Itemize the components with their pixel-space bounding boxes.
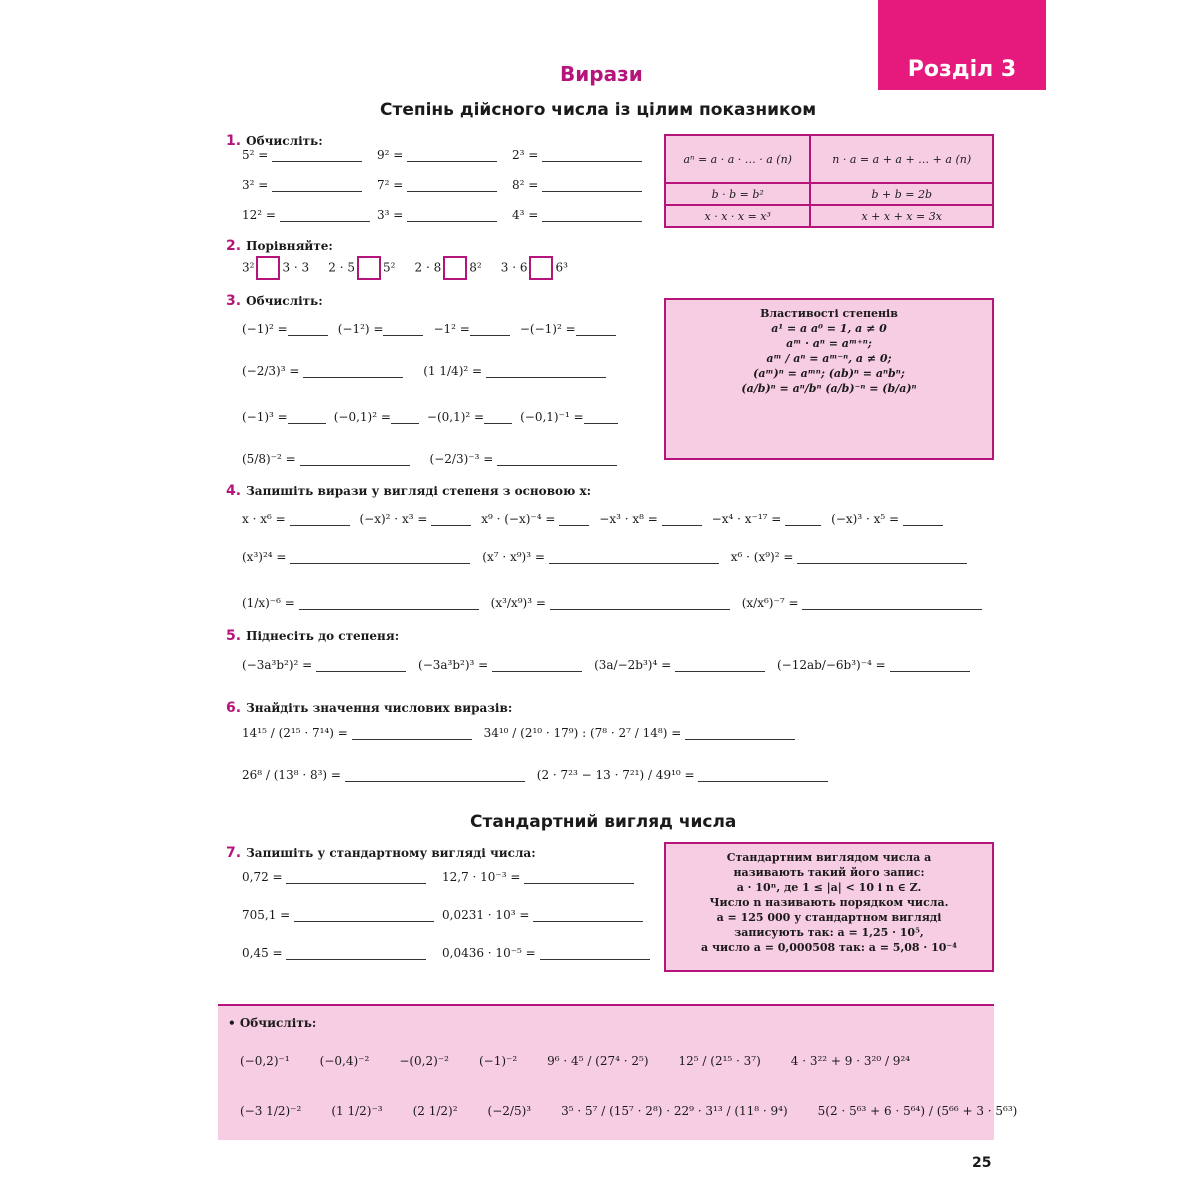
task-number: 6. [226,700,242,716]
task-3-header [226,290,323,309]
comparison-box[interactable] [443,256,467,280]
expression: 4 · 3²² + 9 · 3²⁰ / 9²⁴ [790,1054,911,1068]
bonus-exercises-block [218,1004,1018,1140]
expression: 3³ = [377,208,512,222]
expression: 5(2 · 5⁶³ + 6 · 5⁶⁴) / (5⁶⁶ + 3 · 5⁶³) [817,1104,1018,1118]
task-4-header [226,480,591,499]
expression: 0,72 = [242,870,442,884]
task-1-grid [242,148,652,222]
box-line: називають такий його запис: [733,866,925,879]
chapter-title: Вирази [560,62,643,86]
task-text: Піднесіть до степеня: [246,629,400,643]
expression: 26⁸ / (13⁸ · 8³) = [242,768,525,782]
expression: (−3 1/2)⁻² [240,1104,302,1118]
expression: (−0,1)² = [334,410,419,424]
task-text: Запишіть у стандартному вигляді числа: [246,846,536,860]
expression: 12⁵ / (2¹⁵ · 3⁷) [678,1054,761,1068]
expression: (−1²) = [338,322,424,336]
expression: 9² = [377,148,512,162]
task-number: 3. [226,293,242,309]
expression: −x³ · x⁸ = [599,512,701,526]
expression: 12² = [242,208,377,222]
expression: (2 · 7²³ − 13 · 7²¹) / 49¹⁰ = [537,768,829,782]
expression: (−2/3)³ = [242,364,403,378]
expression: 4³ = [512,208,647,222]
expression: (1/x)⁻⁶ = [242,596,479,610]
expression: −(−1)² = [520,322,616,336]
expression: 14¹⁵ / (2¹⁵ · 7¹⁴) = [242,726,472,740]
box-line: a¹ = a a⁰ = 1, a ≠ 0 [771,322,887,335]
table-cell: n · a = a + a + … + a (n) [810,135,993,183]
task-text: Порівняйте: [246,239,333,253]
expression: (2 1/2)² [412,1104,458,1118]
task-number: 7. [226,845,242,861]
definition-table [664,134,994,228]
task-text: Запишіть вирази у вигляді степеня з основою x: [246,484,592,498]
expression: 0,0231 · 10³ = [442,908,642,922]
expression: (x⁷ · x⁹)³ = [482,550,718,564]
box-line: a = 125 000 у стандартном вигляді [716,911,942,924]
page-number: 25 [972,1155,992,1171]
expression: (3a/−2b³)⁴ = [594,658,765,672]
section-tab: Розділ 3 [878,0,1046,90]
expression: 3⁵ · 5⁷ / (15⁷ · 2⁸) · 22⁹ · 3¹³ / (11⁸ · 9⁴) [561,1104,788,1118]
task-number: 4. [226,483,242,499]
expression: x⁹ · (−x)⁻⁴ = [481,512,589,526]
expression: (x/x⁶)⁻⁷ = [742,596,983,610]
task-7-header [226,842,536,861]
expression: (−1)⁻² [478,1054,518,1068]
task-text: Обчисліть: [246,134,323,148]
task-2-row: 3² 3 · 3 2 · 5 5² 2 · 8 8² 3 · 6 6³ [242,256,568,280]
box-title: Властивості степенів [760,307,898,320]
expression: (1 1/4)² = [423,364,606,378]
bonus-row-1 [240,1054,910,1068]
expression: −(0,2)⁻² [399,1054,449,1068]
comparison-box[interactable] [529,256,553,280]
expression: (−x)² · x³ = [360,512,472,526]
standard-form-box [664,842,994,972]
expression: −1² = [433,322,509,336]
comparison-box[interactable] [256,256,280,280]
task-text: Знайдіть значення числових виразів: [246,701,513,715]
expression: 9⁶ · 4⁵ / (27⁴ · 2⁵) [547,1054,649,1068]
expression: 5² = [242,148,377,162]
expression: (x³)²⁴ = [242,550,470,564]
expression: −(0,1)² = [427,410,512,424]
expression: 2³ = [512,148,647,162]
expression: (1 1/2)⁻³ [331,1104,383,1118]
task-5-header [226,625,399,644]
expression: (−1)² = [242,322,328,336]
table-cell: x · x · x = x³ [665,205,810,227]
comparison-box[interactable] [357,256,381,280]
expression: 3² = [242,178,377,192]
box-line: aᵐ · aⁿ = aᵐ⁺ⁿ; [786,337,872,350]
task-1-header [226,130,323,149]
section-subtitle: Стандартний вигляд числа [470,812,737,832]
task-7-grid [242,870,652,960]
expression: 7² = [377,178,512,192]
table-cell: x + x + x = 3x [810,205,993,227]
box-line: aᵐ / aⁿ = aᵐ⁻ⁿ, a ≠ 0; [766,352,892,365]
task-6-grid [242,726,994,782]
task-3-grid [242,322,652,466]
task-number: 2. [226,238,242,254]
expression: (−0,4)⁻² [319,1054,370,1068]
task-text: Обчисліть: [246,294,323,308]
task-4-grid [242,512,994,610]
powers-properties-box [664,298,994,460]
box-line: (aᵐ)ⁿ = aᵐⁿ; (ab)ⁿ = aⁿbⁿ; [753,367,905,380]
expression: (5/8)⁻² = [242,452,410,466]
table-cell: b + b = 2b [810,183,993,205]
box-line: a · 10ⁿ, де 1 ≤ |a| < 10 і n ∈ Z. [736,881,922,894]
box-line: а число a = 0,000508 так: a = 5,08 · 10⁻⁴ [700,941,958,954]
expression: (−2/5)³ [487,1104,532,1118]
expression: x · x⁶ = [242,512,350,526]
task-5-row [242,658,994,672]
expression: 34¹⁰ / (2¹⁰ · 17⁹) : (7⁸ · 2⁷ / 14⁸) = [484,726,796,740]
expression: (−2/3)⁻³ = [430,452,618,466]
expression: (−3a³b²)² = [242,658,406,672]
box-line: (a/b)ⁿ = aⁿ/bⁿ (a/b)⁻ⁿ = (b/a)ⁿ [741,382,917,395]
expression: 0,45 = [242,946,442,960]
box-line: Стандартним виглядом числа a [726,851,932,864]
task-number: 1. [226,133,242,149]
expression: (−1)³ = [242,410,326,424]
task-6-header [226,697,512,716]
expression: (−x)³ · x⁵ = [831,512,943,526]
table-cell: aⁿ = a · a · … · a (n) [665,135,810,183]
task-number: 5. [226,628,242,644]
expression: (−0,1)⁻¹ = [520,410,618,424]
expression: (x³/x⁹)³ = [491,596,730,610]
box-line: Число n називають порядком числа. [709,896,949,909]
box-line: записують так: a = 1,25 · 10⁵, [734,926,924,939]
expression: (−0,2)⁻¹ [240,1054,290,1068]
expression: (−3a³b²)³ = [418,658,582,672]
task-2-header [226,235,333,254]
expression: 705,1 = [242,908,442,922]
section-subtitle: Степінь дійсного числа із цілим показником [380,100,817,120]
expression: −x⁴ · x⁻¹⁷ = [712,512,822,526]
expression: 0,0436 · 10⁻⁵ = [442,946,642,960]
block-label: • Обчисліть: [228,1016,317,1030]
expression: x⁶ · (x⁹)² = [731,550,967,564]
bonus-row-2 [240,1104,1017,1118]
expression: (−12ab/−6b³)⁻⁴ = [777,658,970,672]
table-cell: b · b = b² [665,183,810,205]
expression: 8² = [512,178,647,192]
expression: 12,7 · 10⁻³ = [442,870,642,884]
